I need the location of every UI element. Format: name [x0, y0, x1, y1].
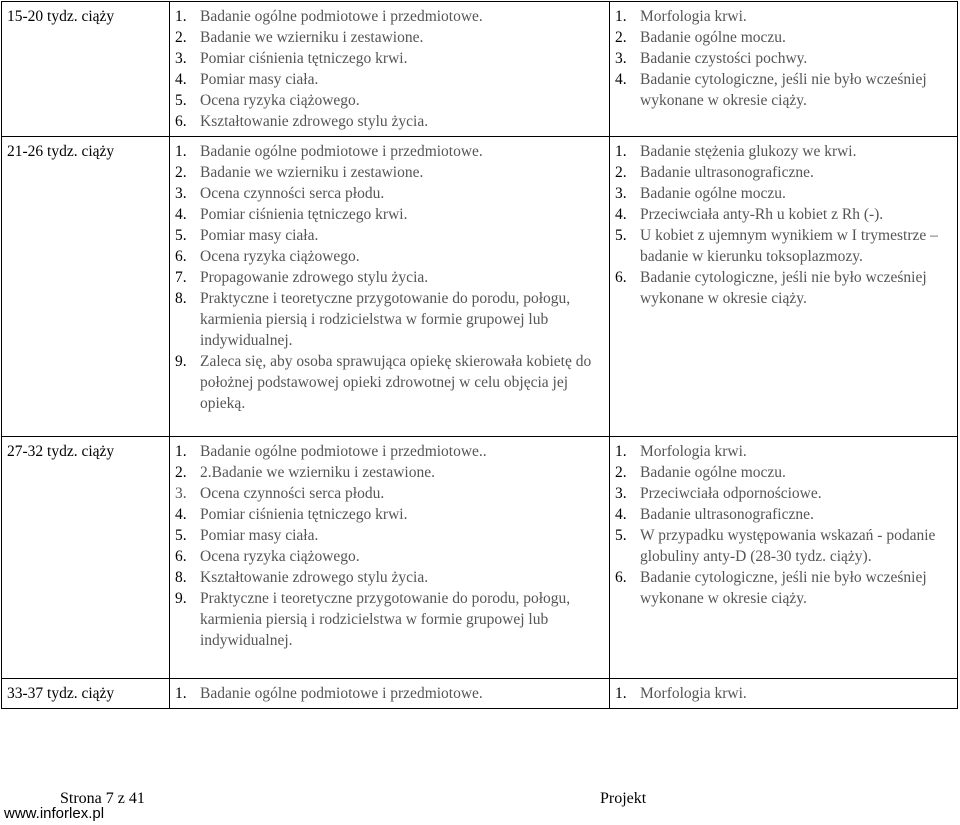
- item-text: Badanie stężenia glukozy we krwi.: [640, 143, 857, 160]
- week-label: 27-32 tydz. ciąży: [7, 443, 115, 460]
- labs-cell: [610, 679, 958, 709]
- list-item: [615, 225, 953, 267]
- labs-list: [615, 441, 953, 609]
- item-number: 3.: [615, 185, 627, 202]
- page-number: Strona 7 z 41: [60, 790, 145, 807]
- item-number: 2.: [175, 464, 187, 481]
- item-number: 4.: [175, 506, 187, 523]
- labs-cell: [610, 137, 958, 437]
- list-item: [175, 111, 605, 132]
- item-number: 6.: [175, 113, 187, 130]
- table-row: [2, 2, 958, 137]
- item-number: 1.: [615, 143, 627, 160]
- item-number: 9.: [175, 353, 187, 370]
- table-row: [2, 679, 958, 709]
- item-number: 2.: [615, 464, 627, 481]
- item-number: 6.: [615, 269, 627, 286]
- exams-cell: [170, 679, 610, 709]
- item-number: 8.: [175, 290, 187, 307]
- item-text: Badanie ultrasonograficzne.: [640, 506, 814, 523]
- list-item: [175, 441, 605, 462]
- week-cell: [2, 679, 170, 709]
- item-number: 6.: [615, 569, 627, 586]
- item-number: 5.: [615, 527, 627, 544]
- item-number: 6.: [175, 548, 187, 565]
- list-item: [175, 6, 605, 27]
- list-item: [175, 48, 605, 69]
- list-item: [175, 183, 605, 204]
- list-item: [175, 162, 605, 183]
- exams-list: [175, 6, 605, 132]
- item-number: 1.: [175, 443, 187, 460]
- list-item: [175, 27, 605, 48]
- item-text: Zaleca się, aby osoba sprawująca opiekę skierowała kobietę do położnej podstawowej opieki zdrowotnej w celu objęcia jej opieką.: [200, 353, 592, 412]
- list-item: [615, 267, 953, 309]
- list-item: [175, 588, 605, 651]
- item-number: 5.: [175, 227, 187, 244]
- item-number: 6.: [175, 248, 187, 265]
- item-number: 2.: [175, 29, 187, 46]
- list-item: [175, 204, 605, 225]
- item-text: Pomiar masy ciała.: [200, 227, 319, 244]
- item-text: Pomiar ciśnienia tętniczego krwi.: [200, 206, 408, 223]
- item-text: Badanie ogólne podmiotowe i przedmiotowe.: [200, 685, 483, 702]
- item-text: Ocena ryzyka ciążowego.: [200, 248, 360, 265]
- item-text: Badanie ultrasonograficzne.: [640, 164, 814, 181]
- item-number: 2.: [615, 29, 627, 46]
- exams-list: [175, 141, 605, 414]
- item-text: Pomiar ciśnienia tętniczego krwi.: [200, 50, 408, 67]
- list-item: [175, 683, 605, 704]
- item-text: Pomiar masy ciała.: [200, 527, 319, 544]
- item-text: Ocena ryzyka ciążowego.: [200, 548, 360, 565]
- list-item: [175, 504, 605, 525]
- item-number: 1.: [615, 8, 627, 25]
- item-text: Badanie we wzierniku i zestawione.: [200, 164, 424, 181]
- week-cell: [2, 137, 170, 437]
- week-cell: [2, 2, 170, 137]
- item-text: Badanie czystości pochwy.: [640, 50, 808, 67]
- labs-cell: [610, 2, 958, 137]
- list-item: [615, 27, 953, 48]
- item-text: Kształtowanie zdrowego stylu życia.: [200, 569, 429, 586]
- item-text: Badanie cytologiczne, jeśli nie było wcześniej wykonane w okresie ciąży.: [640, 71, 927, 109]
- item-number: 1.: [175, 685, 187, 702]
- item-text: Morfologia krwi.: [640, 8, 747, 25]
- list-item: [175, 69, 605, 90]
- labs-cell: [610, 437, 958, 679]
- table-row: [2, 437, 958, 679]
- week-label: 33-37 tydz. ciąży: [7, 685, 115, 702]
- item-number: 3.: [615, 50, 627, 67]
- list-item: [175, 288, 605, 351]
- item-number: 2.: [175, 164, 187, 181]
- item-text: Badanie ogólne podmiotowe i przedmiotowe.: [200, 143, 483, 160]
- table-row: [2, 137, 958, 437]
- item-number: 2.: [615, 164, 627, 181]
- list-item: [175, 567, 605, 588]
- item-text: 2.Badanie we wzierniku i zestawione.: [200, 464, 435, 481]
- item-number: 1.: [175, 143, 187, 160]
- item-number: 4.: [615, 506, 627, 523]
- list-item: [615, 141, 953, 162]
- list-item: [615, 183, 953, 204]
- item-text: Badanie ogólne podmiotowe i przedmiotowe..: [200, 443, 487, 460]
- item-number: 3.: [175, 50, 187, 67]
- item-text: Badanie cytologiczne, jeśli nie było wcześniej wykonane w okresie ciąży.: [640, 269, 927, 307]
- labs-list: [615, 683, 953, 704]
- exams-list: [175, 441, 605, 651]
- item-number: 5.: [175, 527, 187, 544]
- list-item: [175, 141, 605, 162]
- item-text: Badanie ogólne moczu.: [640, 464, 786, 481]
- item-text: Badanie ogólne moczu.: [640, 185, 786, 202]
- labs-list: [615, 141, 953, 309]
- item-number: 8.: [175, 569, 187, 586]
- item-text: Przeciwciała anty-Rh u kobiet z Rh (-).: [640, 206, 884, 223]
- list-item: [615, 162, 953, 183]
- list-item: [615, 69, 953, 111]
- site-link[interactable]: www.inforlex.pl: [4, 805, 105, 822]
- list-item: [615, 525, 953, 567]
- list-item: [175, 462, 605, 483]
- item-text: Ocena czynności serca płodu.: [200, 485, 385, 502]
- item-text: Badanie ogólne moczu.: [640, 29, 786, 46]
- pregnancy-care-table: [1, 1, 958, 709]
- week-label: 21-26 tydz. ciąży: [7, 143, 115, 160]
- list-item: [615, 6, 953, 27]
- item-number: 4.: [615, 206, 627, 223]
- list-item: [615, 441, 953, 462]
- item-number: 1.: [615, 443, 627, 460]
- item-text: Ocena czynności serca płodu.: [200, 185, 385, 202]
- document-status-label: Projekt: [600, 790, 647, 807]
- exams-cell: [170, 2, 610, 137]
- item-number: 7.: [175, 269, 187, 286]
- item-text: Przeciwciała odpornościowe.: [640, 485, 822, 502]
- list-item: [615, 504, 953, 525]
- item-text: Praktyczne i teoretyczne przygotowanie do porodu, połogu, karmienia piersią i rodzicielstwa w formie grupowej lub indywidualnej.: [200, 290, 571, 349]
- item-number: 3.: [615, 485, 627, 502]
- item-text: Kształtowanie zdrowego stylu życia.: [200, 113, 429, 130]
- item-text: Ocena ryzyka ciążowego.: [200, 92, 360, 109]
- item-number: 3.: [175, 485, 187, 502]
- list-item: [615, 483, 953, 504]
- list-item: [615, 462, 953, 483]
- item-number: 1.: [615, 685, 627, 702]
- item-text: Morfologia krwi.: [640, 443, 747, 460]
- item-text: Badanie cytologiczne, jeśli nie było wcześniej wykonane w okresie ciąży.: [640, 569, 927, 607]
- list-item: [615, 683, 953, 704]
- item-number: 4.: [175, 71, 187, 88]
- list-item: [175, 246, 605, 267]
- item-number: 1.: [175, 8, 187, 25]
- item-number: 4.: [175, 206, 187, 223]
- item-text: Praktyczne i teoretyczne przygotowanie do porodu, połogu, karmienia piersią i rodzicielstwa w formie grupowej lub indywidualnej.: [200, 590, 571, 649]
- item-number: 4.: [615, 71, 627, 88]
- week-label: 15-20 tydz. ciąży: [7, 8, 115, 25]
- item-text: Pomiar masy ciała.: [200, 71, 319, 88]
- item-text: U kobiet z ujemnym wynikiem w I trymestrze – badanie w kierunku toksoplazmozy.: [640, 227, 938, 265]
- exams-cell: [170, 137, 610, 437]
- list-item: [175, 267, 605, 288]
- exams-list: [175, 683, 605, 704]
- item-text: W przypadku występowania wskazań - podanie globuliny anty-D (28-30 tydz. ciąży).: [640, 527, 936, 565]
- list-item: [615, 204, 953, 225]
- item-text: Badanie we wzierniku i zestawione.: [200, 29, 424, 46]
- week-cell: [2, 437, 170, 679]
- labs-list: [615, 6, 953, 111]
- item-text: Propagowanie zdrowego stylu życia.: [200, 269, 429, 286]
- exams-cell: [170, 437, 610, 679]
- list-item: [175, 90, 605, 111]
- list-item: [615, 48, 953, 69]
- item-number: 5.: [175, 92, 187, 109]
- item-number: 5.: [615, 227, 627, 244]
- item-text: Morfologia krwi.: [640, 685, 747, 702]
- list-item: [175, 225, 605, 246]
- item-number: 3.: [175, 185, 187, 202]
- list-item: [175, 483, 605, 504]
- list-item: [175, 546, 605, 567]
- item-number: 9.: [175, 590, 187, 607]
- item-text: Badanie ogólne podmiotowe i przedmiotowe.: [200, 8, 483, 25]
- list-item: [175, 351, 605, 414]
- item-text: Pomiar ciśnienia tętniczego krwi.: [200, 506, 408, 523]
- list-item: [175, 525, 605, 546]
- list-item: [615, 567, 953, 609]
